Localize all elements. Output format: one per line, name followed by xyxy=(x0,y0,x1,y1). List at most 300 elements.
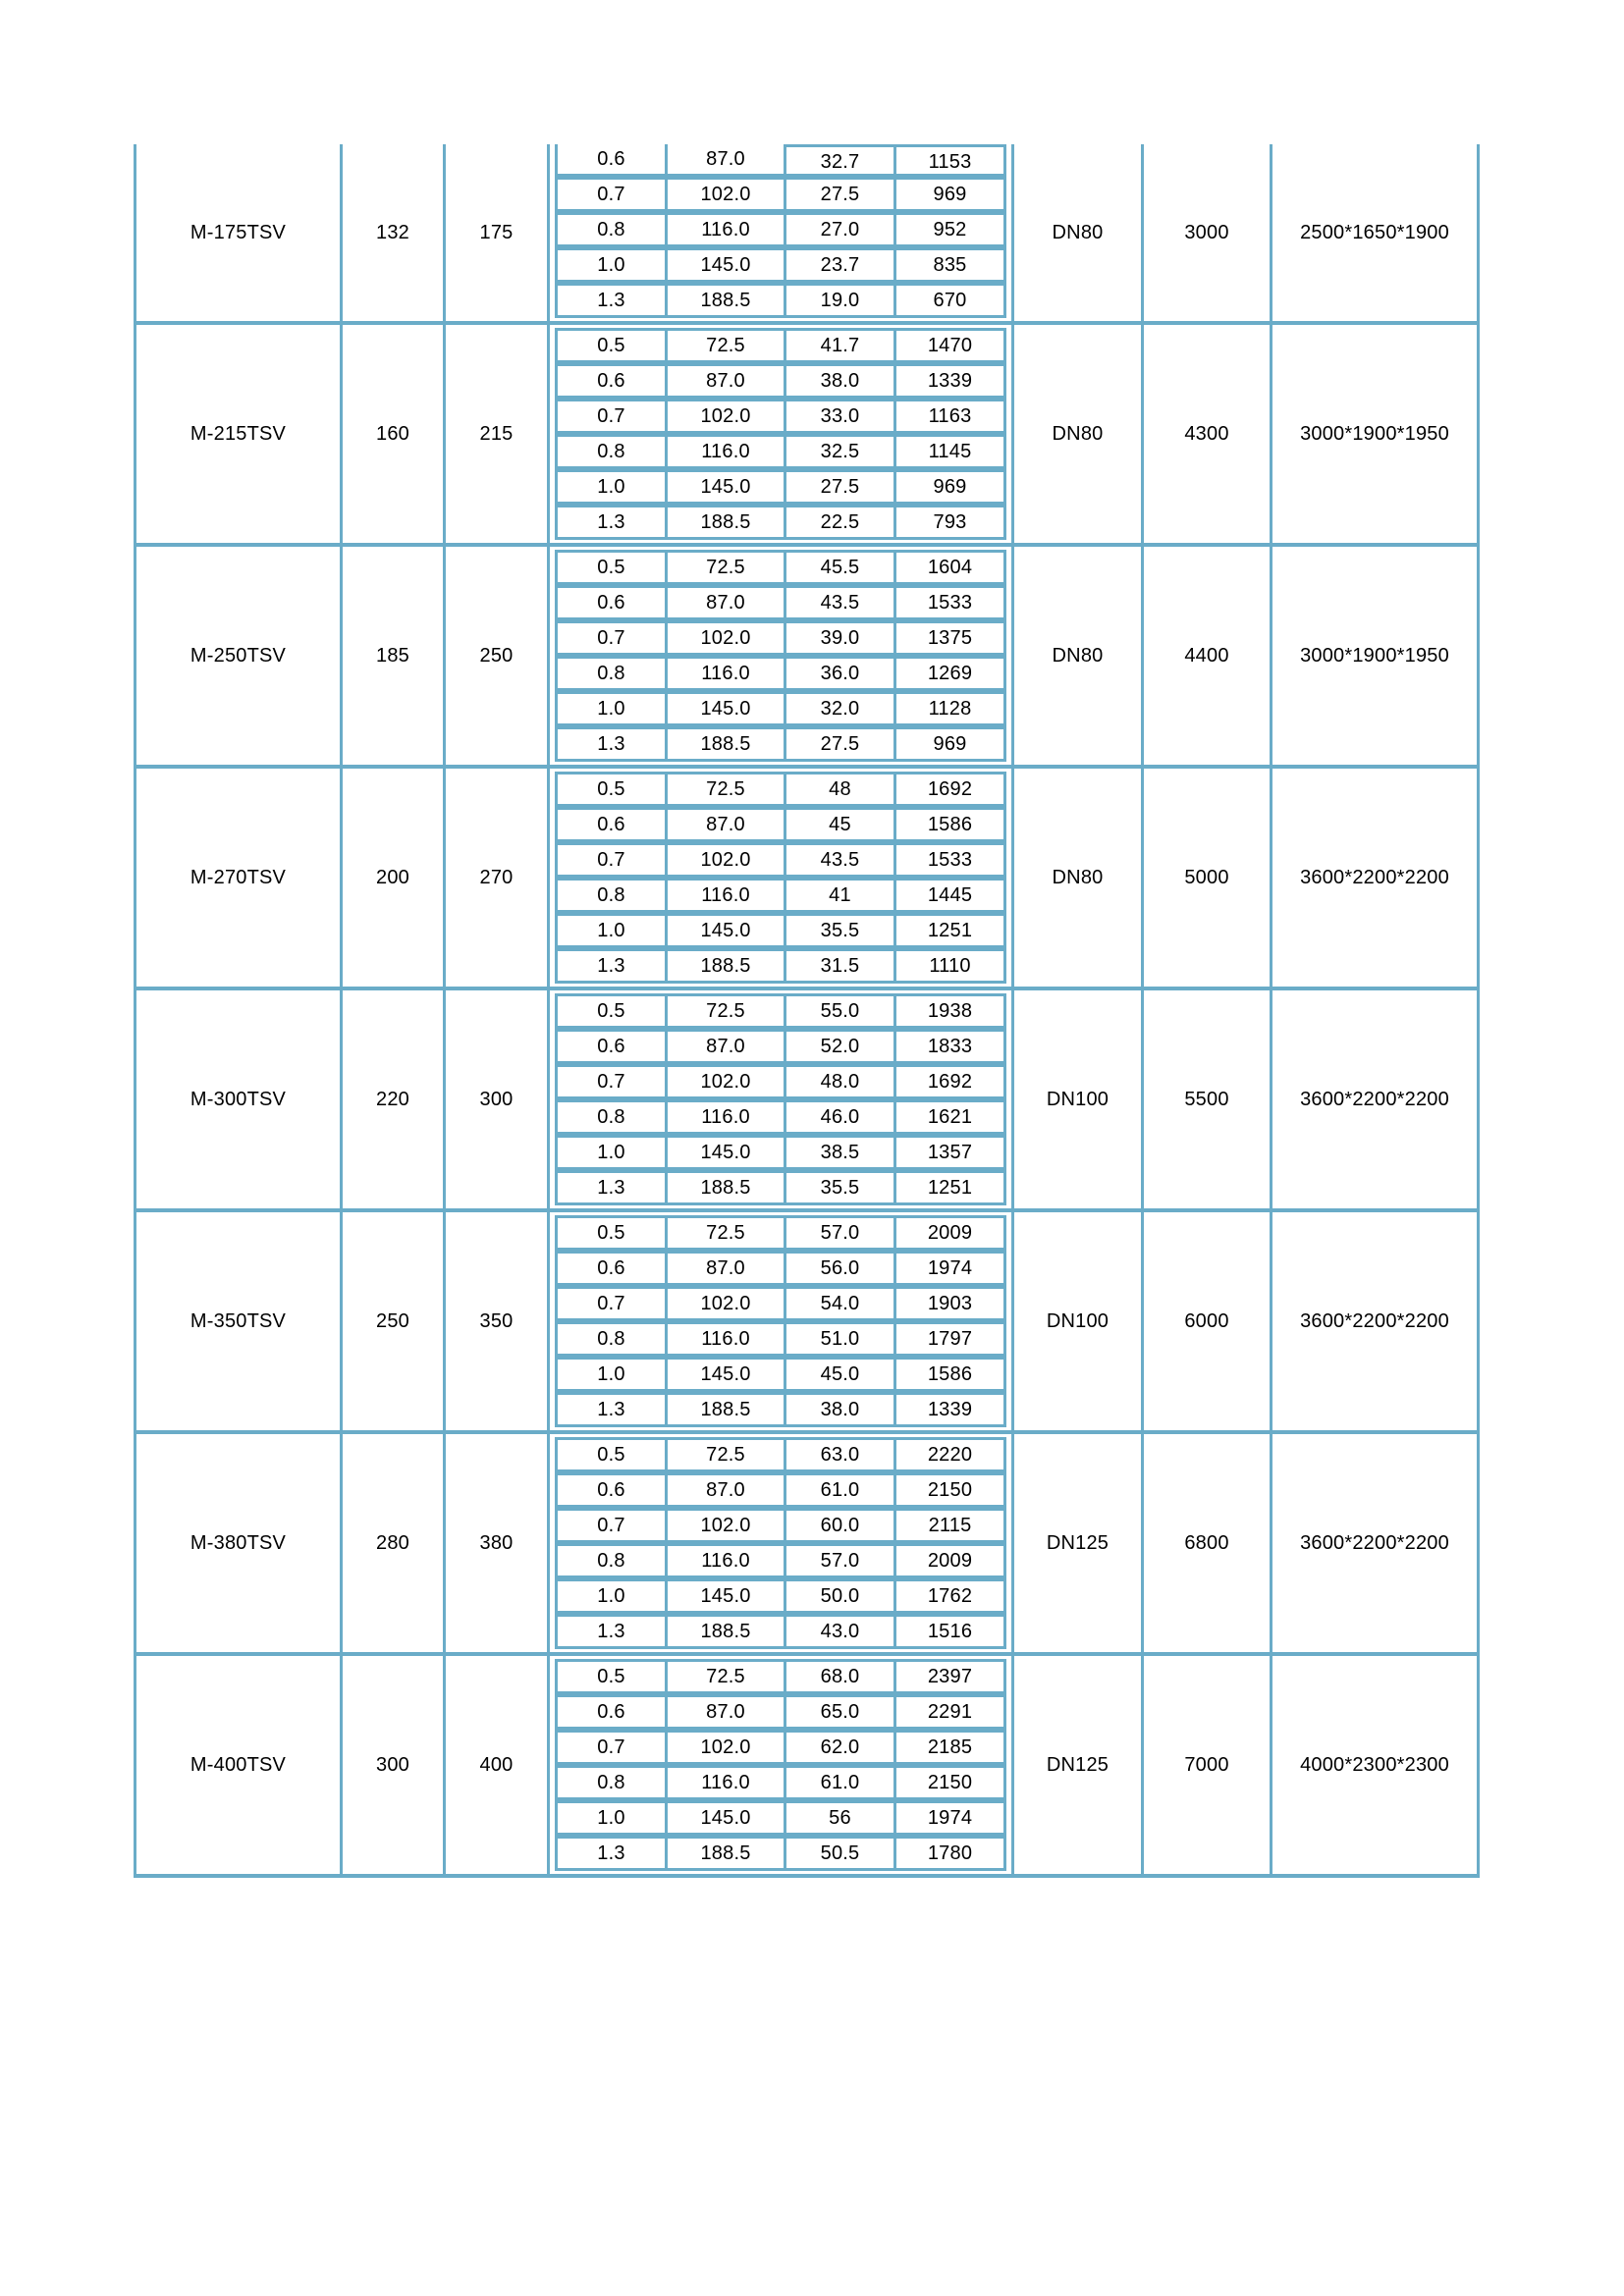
flow-cfm-cell: 1470 xyxy=(893,331,1003,360)
power-kw-cell: 280 xyxy=(343,1434,446,1652)
spec-row xyxy=(555,550,1006,585)
connection-cell: DN80 xyxy=(1011,325,1144,543)
spec-row xyxy=(555,878,1006,913)
flow-cell: 27.5 xyxy=(784,180,893,209)
flow-cfm-cell: 1621 xyxy=(893,1102,1003,1132)
spec-row xyxy=(555,505,1006,540)
connection-cell: DN80 xyxy=(1011,547,1144,765)
flow-cfm-cell: 1533 xyxy=(893,845,1003,875)
power-hp-cell: 270 xyxy=(446,769,550,987)
flow-cfm-cell: 952 xyxy=(893,215,1003,244)
flow-cfm-cell: 835 xyxy=(893,250,1003,280)
pressure-psi-cell: 145.0 xyxy=(665,1581,784,1611)
spec-row xyxy=(555,1215,1006,1251)
pressure-cell: 0.6 xyxy=(597,1036,625,1057)
pressure-flow-subtable xyxy=(550,1212,1011,1430)
pressure-psi-cell: 72.5 xyxy=(665,996,784,1026)
flow-cell: 46.0 xyxy=(784,1102,893,1132)
pressure-psi-cell: 87.0 xyxy=(665,810,784,839)
pressure-psi-cell: 102.0 xyxy=(665,845,784,875)
spec-row xyxy=(555,144,1006,177)
pressure-flow-subtable xyxy=(550,769,1011,987)
flow-cfm-cell: 1145 xyxy=(893,437,1003,466)
dimensions-cell: 4000*2300*2300 xyxy=(1300,1753,1449,1776)
pressure-psi-cell: 188.5 xyxy=(665,1617,784,1646)
flow-cfm-cell: 670 xyxy=(893,286,1003,315)
spec-row xyxy=(555,726,1006,762)
power-hp-cell: 250 xyxy=(446,547,550,765)
flow-cell: 43.0 xyxy=(784,1617,893,1646)
power-hp-cell: 350 xyxy=(446,1212,550,1430)
flow-cfm-cell: 1128 xyxy=(893,694,1003,723)
flow-cfm-cell: 1375 xyxy=(893,623,1003,653)
flow-cell: 32.5 xyxy=(784,437,893,466)
power-hp-cell: 215 xyxy=(446,325,550,543)
flow-cell: 31.5 xyxy=(784,951,893,981)
flow-cell: 51.0 xyxy=(784,1324,893,1354)
spec-row xyxy=(555,399,1006,434)
flow-cfm-cell: 1533 xyxy=(893,588,1003,617)
flow-cell: 38.0 xyxy=(784,366,893,396)
pressure-psi-cell: 102.0 xyxy=(665,1511,784,1540)
power-hp-cell: 380 xyxy=(446,1434,550,1652)
flow-cell: 27.0 xyxy=(784,215,893,244)
flow-cfm-cell: 1974 xyxy=(893,1254,1003,1283)
pressure-cell: 0.7 xyxy=(597,1515,625,1536)
flow-cfm-cell: 1110 xyxy=(893,951,1003,981)
dimensions-cell: 3000*1900*1950 xyxy=(1300,422,1449,445)
pressure-cell: 1.0 xyxy=(597,1585,625,1607)
connection-cell: DN80 xyxy=(1011,769,1144,987)
flow-cell: 68.0 xyxy=(784,1662,893,1691)
pressure-cell: 1.3 xyxy=(597,1177,625,1199)
flow-cell: 65.0 xyxy=(784,1697,893,1727)
flow-cfm-cell: 1586 xyxy=(893,810,1003,839)
spec-row xyxy=(555,1578,1006,1614)
flow-cfm-cell: 1833 xyxy=(893,1032,1003,1061)
pressure-cell: 1.0 xyxy=(597,1807,625,1829)
pressure-psi-cell: 72.5 xyxy=(665,1218,784,1248)
pressure-cell: 0.5 xyxy=(597,1444,625,1466)
spec-row xyxy=(555,1321,1006,1357)
pressure-psi-cell: 72.5 xyxy=(665,1662,784,1691)
pressure-cell: 0.5 xyxy=(597,1000,625,1022)
power-kw-cell: 220 xyxy=(343,990,446,1208)
pressure-cell: 0.6 xyxy=(597,1257,625,1279)
pressure-psi-cell: 145.0 xyxy=(665,472,784,502)
flow-cfm-cell: 793 xyxy=(893,507,1003,537)
flow-cell: 50.5 xyxy=(784,1839,893,1868)
spec-row xyxy=(555,993,1006,1029)
pressure-cell: 0.8 xyxy=(597,441,625,462)
flow-cfm-cell: 1780 xyxy=(893,1839,1003,1868)
flow-cell: 41.7 xyxy=(784,331,893,360)
flow-cfm-cell: 1586 xyxy=(893,1360,1003,1389)
pressure-psi-cell: 145.0 xyxy=(665,916,784,945)
spec-row xyxy=(555,434,1006,469)
flow-cell: 35.5 xyxy=(784,1173,893,1202)
spec-row xyxy=(555,1064,1006,1099)
flow-cell: 39.0 xyxy=(784,623,893,653)
dimensions-cell: 3000*1900*1950 xyxy=(1300,644,1449,667)
power-kw-cell: 185 xyxy=(343,547,446,765)
spec-row xyxy=(555,1659,1006,1694)
pressure-cell: 0.6 xyxy=(597,148,625,170)
flow-cell: 57.0 xyxy=(784,1546,893,1575)
flow-cfm-cell: 1974 xyxy=(893,1803,1003,1833)
pressure-psi-cell: 116.0 xyxy=(665,881,784,910)
spec-row xyxy=(555,1472,1006,1508)
flow-cell: 50.0 xyxy=(784,1581,893,1611)
weight-cell: 4400 xyxy=(1144,547,1272,765)
pressure-cell: 0.7 xyxy=(597,1293,625,1314)
flow-cfm-cell: 1163 xyxy=(893,401,1003,431)
pressure-psi-cell: 188.5 xyxy=(665,507,784,537)
pressure-psi-cell: 72.5 xyxy=(665,553,784,582)
pressure-cell: 0.5 xyxy=(597,335,625,356)
model-group xyxy=(136,1430,1477,1652)
connection-cell: DN125 xyxy=(1011,1656,1144,1874)
pressure-psi-cell: 102.0 xyxy=(665,180,784,209)
pressure-cell: 1.0 xyxy=(597,254,625,276)
model-group xyxy=(136,765,1477,987)
pressure-psi-cell: 145.0 xyxy=(665,1138,784,1167)
flow-cfm-cell: 1153 xyxy=(893,144,1003,174)
weight-cell: 5000 xyxy=(1144,769,1272,987)
flow-cfm-cell: 2185 xyxy=(893,1733,1003,1762)
pressure-psi-cell: 116.0 xyxy=(665,1324,784,1354)
spec-row xyxy=(555,807,1006,842)
pressure-psi-cell: 72.5 xyxy=(665,1440,784,1469)
dimensions-cell: 2500*1650*1900 xyxy=(1300,221,1449,243)
flow-cell: 48.0 xyxy=(784,1067,893,1096)
pressure-cell: 1.0 xyxy=(597,1142,625,1163)
spec-row xyxy=(555,469,1006,505)
flow-cfm-cell: 1903 xyxy=(893,1289,1003,1318)
power-kw-cell: 250 xyxy=(343,1212,446,1430)
pressure-cell: 0.7 xyxy=(597,849,625,871)
model-group xyxy=(136,1652,1477,1874)
pressure-psi-cell: 188.5 xyxy=(665,1839,784,1868)
pressure-flow-subtable xyxy=(550,325,1011,543)
pressure-psi-cell: 116.0 xyxy=(665,215,784,244)
pressure-flow-subtable xyxy=(550,1656,1011,1874)
flow-cell: 27.5 xyxy=(784,472,893,502)
connection-cell: DN125 xyxy=(1011,1434,1144,1652)
pressure-cell: 0.8 xyxy=(597,1772,625,1793)
pressure-cell: 0.5 xyxy=(597,557,625,578)
flow-cfm-cell: 1339 xyxy=(893,1395,1003,1424)
pressure-cell: 0.8 xyxy=(597,1106,625,1128)
flow-cell: 61.0 xyxy=(784,1475,893,1505)
flow-cfm-cell: 2009 xyxy=(893,1546,1003,1575)
pressure-cell: 1.0 xyxy=(597,920,625,941)
pressure-cell: 0.8 xyxy=(597,219,625,240)
pressure-psi-cell: 72.5 xyxy=(665,331,784,360)
spec-row xyxy=(555,1029,1006,1064)
spec-row xyxy=(555,913,1006,948)
weight-cell: 3000 xyxy=(1144,144,1272,321)
pressure-psi-cell: 116.0 xyxy=(665,1768,784,1797)
flow-cell: 43.5 xyxy=(784,845,893,875)
pressure-cell: 0.6 xyxy=(597,592,625,614)
model-cell: M-270TSV xyxy=(136,769,343,987)
pressure-cell: 1.3 xyxy=(597,733,625,755)
flow-cfm-cell: 2397 xyxy=(893,1662,1003,1691)
spec-row xyxy=(555,1135,1006,1170)
pressure-psi-cell: 116.0 xyxy=(665,1546,784,1575)
flow-cfm-cell: 1251 xyxy=(893,916,1003,945)
power-kw-cell: 200 xyxy=(343,769,446,987)
flow-cell: 60.0 xyxy=(784,1511,893,1540)
pressure-cell: 0.5 xyxy=(597,778,625,800)
pressure-psi-cell: 116.0 xyxy=(665,437,784,466)
spec-row xyxy=(555,212,1006,247)
pressure-cell: 0.7 xyxy=(597,1071,625,1093)
pressure-cell: 1.0 xyxy=(597,1363,625,1385)
flow-cell: 43.5 xyxy=(784,588,893,617)
pressure-cell: 0.8 xyxy=(597,1550,625,1572)
model-group xyxy=(136,144,1477,321)
model-group xyxy=(136,321,1477,543)
pressure-cell: 0.8 xyxy=(597,663,625,684)
pressure-cell: 0.7 xyxy=(597,184,625,205)
pressure-cell: 1.3 xyxy=(597,1842,625,1864)
model-cell: M-250TSV xyxy=(136,547,343,765)
flow-cell: 62.0 xyxy=(784,1733,893,1762)
model-group xyxy=(136,987,1477,1208)
pressure-cell: 0.7 xyxy=(597,1736,625,1758)
flow-cfm-cell: 2291 xyxy=(893,1697,1003,1727)
flow-cell: 45.5 xyxy=(784,553,893,582)
pressure-psi-cell: 188.5 xyxy=(665,729,784,759)
flow-cell: 61.0 xyxy=(784,1768,893,1797)
connection-cell: DN100 xyxy=(1011,1212,1144,1430)
connection-cell: DN80 xyxy=(1011,144,1144,321)
model-cell: M-380TSV xyxy=(136,1434,343,1652)
pressure-cell: 0.6 xyxy=(597,1479,625,1501)
flow-cell: 33.0 xyxy=(784,401,893,431)
flow-cell: 57.0 xyxy=(784,1218,893,1248)
flow-cell: 41 xyxy=(784,881,893,910)
flow-cell: 38.5 xyxy=(784,1138,893,1167)
flow-cfm-cell: 1938 xyxy=(893,996,1003,1026)
pressure-psi-cell: 87.0 xyxy=(665,1032,784,1061)
pressure-psi-cell: 116.0 xyxy=(665,659,784,688)
spec-row xyxy=(555,328,1006,363)
spec-row xyxy=(555,1694,1006,1730)
dimensions-cell: 3600*2200*2200 xyxy=(1300,866,1449,888)
flow-cfm-cell: 1269 xyxy=(893,659,1003,688)
power-kw-cell: 132 xyxy=(343,144,446,321)
pressure-cell: 0.8 xyxy=(597,1328,625,1350)
flow-cfm-cell: 1251 xyxy=(893,1173,1003,1202)
flow-cell: 63.0 xyxy=(784,1440,893,1469)
spec-row xyxy=(555,1170,1006,1205)
spec-row xyxy=(555,1286,1006,1321)
spec-row xyxy=(555,363,1006,399)
flow-cfm-cell: 1797 xyxy=(893,1324,1003,1354)
weight-cell: 5500 xyxy=(1144,990,1272,1208)
flow-cell: 56.0 xyxy=(784,1254,893,1283)
model-cell: M-400TSV xyxy=(136,1656,343,1874)
weight-cell: 7000 xyxy=(1144,1656,1272,1874)
model-group xyxy=(136,1208,1477,1430)
flow-cell: 32.0 xyxy=(784,694,893,723)
flow-cfm-cell: 1762 xyxy=(893,1581,1003,1611)
dimensions-cell: 3600*2200*2200 xyxy=(1300,1088,1449,1110)
dimensions-cell: 3600*2200*2200 xyxy=(1300,1309,1449,1332)
spec-row xyxy=(555,1543,1006,1578)
pressure-psi-cell: 102.0 xyxy=(665,1067,784,1096)
flow-cell: 27.5 xyxy=(784,729,893,759)
flow-cfm-cell: 2150 xyxy=(893,1475,1003,1505)
spec-row xyxy=(555,585,1006,620)
flow-cell: 54.0 xyxy=(784,1289,893,1318)
spec-row xyxy=(555,177,1006,212)
power-hp-cell: 300 xyxy=(446,990,550,1208)
pressure-psi-cell: 87.0 xyxy=(665,588,784,617)
spec-row xyxy=(555,691,1006,726)
flow-cell: 23.7 xyxy=(784,250,893,280)
flow-cfm-cell: 969 xyxy=(893,729,1003,759)
pressure-psi-cell: 102.0 xyxy=(665,1733,784,1762)
power-kw-cell: 300 xyxy=(343,1656,446,1874)
pressure-cell: 1.0 xyxy=(597,698,625,720)
flow-cell: 22.5 xyxy=(784,507,893,537)
pressure-psi-cell: 188.5 xyxy=(665,951,784,981)
pressure-psi-cell: 102.0 xyxy=(665,623,784,653)
spec-row xyxy=(555,620,1006,656)
model-cell: M-350TSV xyxy=(136,1212,343,1430)
flow-cell: 45.0 xyxy=(784,1360,893,1389)
flow-cfm-cell: 969 xyxy=(893,180,1003,209)
pressure-cell: 0.5 xyxy=(597,1222,625,1244)
spec-row xyxy=(555,1357,1006,1392)
flow-cfm-cell: 1692 xyxy=(893,774,1003,804)
flow-cell: 32.7 xyxy=(784,144,893,174)
model-group xyxy=(136,543,1477,765)
spec-row xyxy=(555,1765,1006,1800)
spec-table xyxy=(134,144,1480,1878)
spec-row xyxy=(555,1800,1006,1836)
spec-row xyxy=(555,247,1006,283)
pressure-psi-cell: 145.0 xyxy=(665,1360,784,1389)
flow-cell: 45 xyxy=(784,810,893,839)
flow-cfm-cell: 1445 xyxy=(893,881,1003,910)
flow-cell: 55.0 xyxy=(784,996,893,1026)
model-cell: M-175TSV xyxy=(136,144,343,321)
pressure-psi-cell: 145.0 xyxy=(665,694,784,723)
pressure-cell: 0.8 xyxy=(597,884,625,906)
weight-cell: 4300 xyxy=(1144,325,1272,543)
weight-cell: 6000 xyxy=(1144,1212,1272,1430)
model-cell: M-300TSV xyxy=(136,990,343,1208)
power-hp-cell: 175 xyxy=(446,144,550,321)
pressure-psi-cell: 188.5 xyxy=(665,286,784,315)
pressure-cell: 1.3 xyxy=(597,290,625,311)
pressure-psi-cell: 102.0 xyxy=(665,1289,784,1318)
pressure-psi-cell: 145.0 xyxy=(665,1803,784,1833)
pressure-psi-cell: 116.0 xyxy=(665,1102,784,1132)
flow-cell: 48 xyxy=(784,774,893,804)
spec-row xyxy=(555,1836,1006,1871)
pressure-flow-subtable xyxy=(550,144,1011,321)
pressure-psi-cell: 72.5 xyxy=(665,774,784,804)
pressure-psi-cell: 87.0 xyxy=(665,1475,784,1505)
spec-row xyxy=(555,1392,1006,1427)
pressure-cell: 0.7 xyxy=(597,627,625,649)
pressure-cell: 1.3 xyxy=(597,955,625,977)
flow-cfm-cell: 2009 xyxy=(893,1218,1003,1248)
flow-cell: 56 xyxy=(784,1803,893,1833)
dimensions-cell: 3600*2200*2200 xyxy=(1300,1531,1449,1554)
pressure-cell: 0.5 xyxy=(597,1666,625,1687)
flow-cell: 38.0 xyxy=(784,1395,893,1424)
spec-row xyxy=(555,948,1006,984)
pressure-cell: 0.6 xyxy=(597,1701,625,1723)
flow-cell: 35.5 xyxy=(784,916,893,945)
spec-row xyxy=(555,772,1006,807)
flow-cfm-cell: 1357 xyxy=(893,1138,1003,1167)
pressure-cell: 0.7 xyxy=(597,405,625,427)
spec-row xyxy=(555,1099,1006,1135)
flow-cell: 52.0 xyxy=(784,1032,893,1061)
pressure-flow-subtable xyxy=(550,1434,1011,1652)
spec-row xyxy=(555,283,1006,318)
power-hp-cell: 400 xyxy=(446,1656,550,1874)
pressure-psi-cell: 188.5 xyxy=(665,1173,784,1202)
spec-row xyxy=(555,1508,1006,1543)
flow-cfm-cell: 2220 xyxy=(893,1440,1003,1469)
spec-row xyxy=(555,656,1006,691)
pressure-psi-cell: 87.0 xyxy=(665,1697,784,1727)
weight-cell: 6800 xyxy=(1144,1434,1272,1652)
spec-row xyxy=(555,842,1006,878)
connection-cell: DN100 xyxy=(1011,990,1144,1208)
pressure-cell: 1.3 xyxy=(597,1621,625,1642)
flow-cell: 36.0 xyxy=(784,659,893,688)
flow-cfm-cell: 2150 xyxy=(893,1768,1003,1797)
spec-row xyxy=(555,1730,1006,1765)
flow-cfm-cell: 969 xyxy=(893,472,1003,502)
flow-cell: 19.0 xyxy=(784,286,893,315)
pressure-flow-subtable xyxy=(550,990,1011,1208)
pressure-flow-subtable xyxy=(550,547,1011,765)
spec-row xyxy=(555,1251,1006,1286)
flow-cfm-cell: 1692 xyxy=(893,1067,1003,1096)
model-cell: M-215TSV xyxy=(136,325,343,543)
pressure-cell: 0.6 xyxy=(597,814,625,835)
power-kw-cell: 160 xyxy=(343,325,446,543)
pressure-psi-cell: 87.0 xyxy=(665,144,784,174)
pressure-cell: 0.6 xyxy=(597,370,625,392)
flow-cfm-cell: 1339 xyxy=(893,366,1003,396)
spec-row xyxy=(555,1437,1006,1472)
flow-cfm-cell: 1516 xyxy=(893,1617,1003,1646)
pressure-psi-cell: 87.0 xyxy=(665,1254,784,1283)
spec-row xyxy=(555,1614,1006,1649)
flow-cfm-cell: 1604 xyxy=(893,553,1003,582)
pressure-psi-cell: 102.0 xyxy=(665,401,784,431)
pressure-cell: 1.3 xyxy=(597,1399,625,1420)
pressure-psi-cell: 145.0 xyxy=(665,250,784,280)
pressure-cell: 1.0 xyxy=(597,476,625,498)
pressure-cell: 1.3 xyxy=(597,511,625,533)
flow-cfm-cell: 2115 xyxy=(893,1511,1003,1540)
pressure-psi-cell: 87.0 xyxy=(665,366,784,396)
pressure-psi-cell: 188.5 xyxy=(665,1395,784,1424)
